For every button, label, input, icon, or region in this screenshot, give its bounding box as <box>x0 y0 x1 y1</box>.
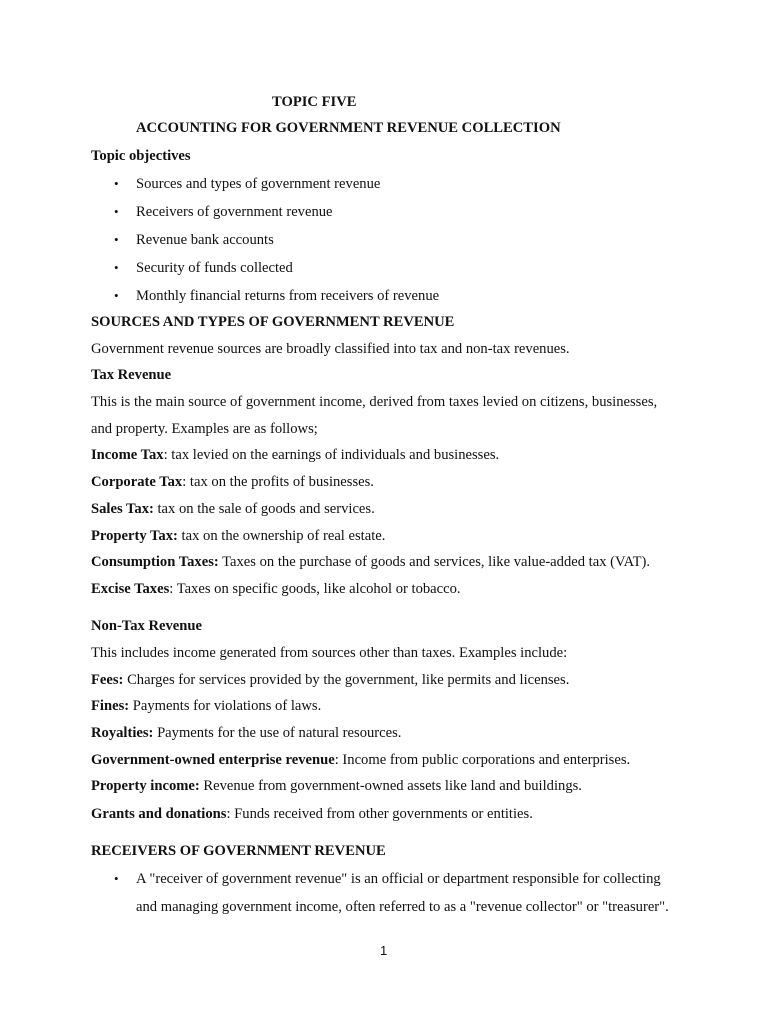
nontax-item <box>91 671 569 689</box>
tax-description: : Taxes on specific goods, like alcohol or tobacco. <box>169 581 461 597</box>
nontax-description: Payments for the use of natural resources. <box>153 725 402 741</box>
tax-item <box>91 500 375 518</box>
nontax-description: Payments for violations of laws. <box>129 698 322 714</box>
nontax-description: Revenue from government-owned assets like land and buildings. <box>199 778 582 794</box>
tax-description: : tax levied on the earnings of individuals and businesses. <box>163 447 500 463</box>
nontax-term: Fees: <box>91 672 124 688</box>
tax-term: Sales Tax: <box>91 501 154 517</box>
tax-item <box>91 580 461 598</box>
tax-item <box>91 446 499 464</box>
tax-description: tax on the sale of goods and services. <box>153 501 375 517</box>
objective-item: Sources and types of government revenue <box>136 176 381 192</box>
tax-term: Excise Taxes <box>91 581 170 597</box>
tax-term: Property Tax: <box>91 528 178 544</box>
tax-intro-line: and property. Examples are as follows; <box>91 421 318 437</box>
nontax-description: Charges for services provided by the government, like permits and licenses. <box>123 672 570 688</box>
nontax-item <box>91 777 582 795</box>
sources-intro: Government revenue sources are broadly classified into tax and non-tax revenues. <box>91 341 570 357</box>
tax-item <box>91 473 374 491</box>
nontax-intro: This includes income generated from sources other than taxes. Examples include: <box>91 645 568 661</box>
tax-item <box>91 553 650 571</box>
objective-item: Revenue bank accounts <box>136 232 274 248</box>
nontax-term: Government-owned enterprise revenue <box>91 752 335 768</box>
tax-term: Income Tax <box>91 447 164 463</box>
receivers-bullet-line: A "receiver of government revenue" is an official or department responsible for collecting <box>136 871 661 887</box>
nontax-description: : Income from public corporations and enterprises. <box>334 752 631 768</box>
bullet-icon: • <box>114 871 119 886</box>
sources-heading: SOURCES AND TYPES OF GOVERNMENT REVENUE <box>91 314 455 330</box>
objective-item: Security of funds collected <box>136 260 293 276</box>
bullet-icon: • <box>114 288 119 303</box>
nontax-description: : Funds received from other governments or entities. <box>226 806 533 822</box>
tax-description: Taxes on the purchase of goods and services, like value-added tax (VAT). <box>218 554 651 570</box>
receivers-bullet-line: and managing government income, often referred to as a "revenue collector" or "treasurer". <box>136 899 669 915</box>
objective-item: Monthly financial returns from receivers of revenue <box>136 288 440 304</box>
nontax-term: Royalties: <box>91 725 154 741</box>
tax-description: tax on the ownership of real estate. <box>177 528 386 544</box>
page-number: 1 <box>380 943 388 958</box>
tax-term: Consumption Taxes: <box>91 554 219 570</box>
nontax-term: Property income: <box>91 778 200 794</box>
tax-item <box>91 527 385 545</box>
objectives-heading: Topic objectives <box>91 148 191 164</box>
document-title: ACCOUNTING FOR GOVERNMENT REVENUE COLLECTION <box>136 120 561 136</box>
tax-description: : tax on the profits of businesses. <box>182 474 374 490</box>
nontax-item <box>91 724 401 742</box>
receivers-heading: RECEIVERS OF GOVERNMENT REVENUE <box>91 843 386 859</box>
nontax-revenue-heading: Non-Tax Revenue <box>91 618 202 634</box>
bullet-icon: • <box>114 232 119 247</box>
nontax-item <box>91 805 533 823</box>
tax-term: Corporate Tax <box>91 474 183 490</box>
topic-number: TOPIC FIVE <box>272 94 357 110</box>
nontax-term: Grants and donations <box>91 806 227 822</box>
nontax-item <box>91 751 630 769</box>
bullet-icon: • <box>114 204 119 219</box>
nontax-term: Fines: <box>91 698 130 714</box>
bullet-icon: • <box>114 260 119 275</box>
objective-item: Receivers of government revenue <box>136 204 333 220</box>
nontax-item <box>91 697 321 715</box>
bullet-icon: • <box>114 176 119 191</box>
tax-revenue-heading: Tax Revenue <box>91 367 172 383</box>
tax-intro-line: This is the main source of government income, derived from taxes levied on citizens, businesses, <box>91 394 658 410</box>
